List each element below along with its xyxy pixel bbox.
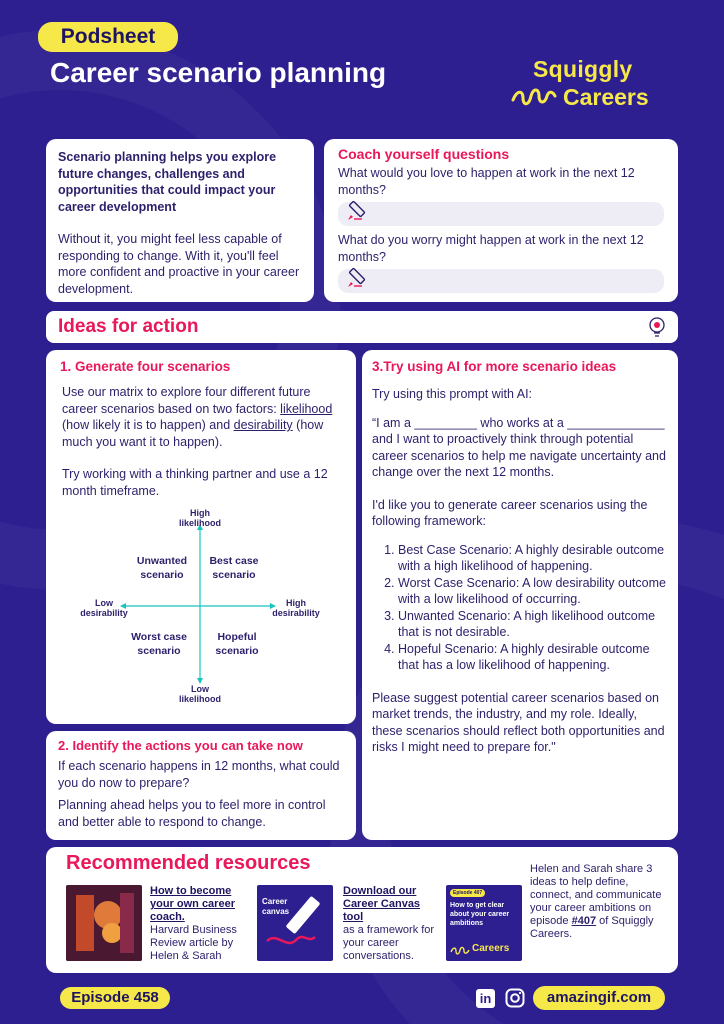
hbr-article-thumbnail[interactable] (66, 885, 142, 961)
intro-bold-text: Scenario planning helps you explore future changes, challenges and opportunities that could impact your career development (58, 150, 277, 214)
logo-top-text: Squiggly (533, 56, 633, 82)
podsheet-badge-label: Podsheet (60, 25, 156, 48)
framework-item: 4. Hopeful Scenario: A highly desirable outcome that has a low likelihood of happening. (398, 641, 668, 674)
linkedin-icon[interactable] (476, 989, 495, 1008)
resource-2-link[interactable]: Download our Career Canvas tool (343, 885, 421, 923)
quadrant-best-case: Best case scenario (209, 555, 259, 581)
identify-paragraph-1: If each scenario happens in 12 months, what could you do now to prepare? (58, 759, 340, 790)
ideas-heading: Ideas for action (58, 316, 199, 337)
text-span: (how much you want it to happen). (62, 418, 324, 449)
logo-bottom-text: Careers (563, 84, 649, 110)
coach-question-1: What would you love to happen at work in the next 12 months? (338, 166, 635, 197)
ideas-bar (46, 311, 678, 343)
likelihood-term: likelihood (280, 401, 333, 416)
website-link-label: amazingif.com (546, 989, 652, 1006)
matrix-right-label: High desirability (272, 598, 320, 618)
lightbulb-icon (646, 315, 668, 339)
resource-3-text (530, 863, 662, 941)
coach-card (324, 139, 678, 302)
answer-field-2[interactable] (338, 269, 664, 293)
ai-prompt-1: “I am a _________ who works at a ______________ and I want to proactively think through potential career scenarios to help me navigate uncertainty and change over the next 12 months. (372, 415, 666, 479)
resource-1-desc: Harvard Business Review article by Helen & Sarah (150, 924, 237, 962)
resource-3-desc-b: of Squiggly Careers. (530, 915, 654, 940)
page-title: Career scenario planning (50, 57, 387, 88)
ai-heading: 3.Try using AI for more scenario ideas (372, 359, 617, 374)
coach-question-2: What do you worry might happen at work in the next 12 months? (338, 233, 644, 264)
resources-card (46, 847, 678, 973)
ai-closing: Please suggest potential career scenarios based on market trends, the industry, and my role. Ideally, these scenarios should reflect both opportunities and risks I might need to prepare for." (372, 690, 665, 754)
quadrant-worst-case: Worst case scenario (131, 631, 187, 657)
generate-paragraph-2: Try working with a thinking partner and use a 12 month timeframe. (62, 467, 328, 498)
matrix-bottom-label: Low likelihood (178, 684, 221, 704)
quadrant-hopeful: Hopeful scenario (215, 631, 259, 657)
illustration-icon (66, 885, 142, 961)
ai-intro: Try using this prompt with AI: (372, 387, 533, 401)
squiggly-careers-logo (505, 56, 685, 116)
text-span: Use our matrix to explore four different future career scenarios based on two factors: (62, 385, 311, 416)
matrix-top-label: High likelihood (178, 508, 221, 528)
identify-heading: 2. Identify the actions you can take now (58, 738, 303, 753)
podsheet-badge (38, 22, 178, 52)
career-canvas-thumbnail[interactable] (257, 885, 333, 961)
episode-thumb-badge: Episode 407 (450, 889, 485, 897)
ai-prompt-2: I'd like you to generate career scenarios using the following framework: (372, 497, 648, 528)
matrix-left-label: Low desirability (80, 598, 128, 618)
quadrant-unwanted: Unwanted scenario (136, 555, 188, 581)
logo-squiggle-icon (509, 82, 569, 112)
answer-field-1[interactable] (338, 202, 664, 226)
episode-badge (60, 987, 170, 1009)
desirability-term: desirability (233, 418, 293, 432)
generate-card (46, 350, 356, 724)
episode-thumb-logo: Careers (472, 943, 510, 954)
pencil-icon (344, 265, 370, 291)
text-span: (how likely it is to happen) and (62, 418, 234, 432)
framework-list (372, 542, 668, 674)
framework-item: 1. Best Case Scenario: A highly desirable outcome with a high likelihood of happening. (398, 542, 668, 575)
pencil-icon (344, 198, 370, 224)
scenario-matrix (46, 508, 356, 708)
intro-card (46, 139, 314, 302)
generate-heading: 1. Generate four scenarios (60, 359, 231, 374)
logo-squiggle-icon (450, 945, 472, 957)
resource-1-text (150, 885, 242, 963)
resource-3-desc-a: Helen and Sarah share 3 ideas to help define, connect, and communicate your career ambitions on episode (530, 863, 662, 927)
website-link[interactable] (533, 986, 665, 1010)
intro-body-text: Without it, you might feel less capable of responding to change. With it, you'll feel more confident and proactive in your career development. (58, 232, 300, 296)
framework-item: 3. Unwanted Scenario: A high likelihood outcome that is not desirable. (398, 608, 668, 641)
episode-407-thumbnail[interactable] (446, 885, 522, 961)
episode-thumb-title: How to get clear about your career ambitions (450, 902, 510, 927)
instagram-icon[interactable] (505, 988, 525, 1008)
identify-card (46, 731, 356, 840)
career-canvas-thumb-label: Career canvas (262, 897, 290, 916)
resource-3-link[interactable]: #407 (571, 915, 597, 927)
ai-card (362, 350, 678, 840)
pencil-icon (257, 885, 333, 961)
identify-paragraph-2: Planning ahead helps you to feel more in control and better able to respond to change. (58, 798, 326, 829)
linkedin-icon-glyph: in (479, 991, 492, 1006)
generate-paragraph-1 (60, 384, 342, 450)
resource-2-desc: as a framework for your career conversations. (343, 924, 435, 962)
resource-1-link[interactable]: How to become your own career coach. (150, 885, 235, 923)
coach-heading: Coach yourself questions (338, 146, 510, 162)
episode-badge-label: Episode 458 (71, 989, 159, 1006)
framework-item: 2. Worst Case Scenario: A low desirability outcome with a low likelihood of occurring. (398, 575, 668, 608)
resource-2-text (343, 885, 441, 963)
resources-heading: Recommended resources (66, 852, 311, 874)
